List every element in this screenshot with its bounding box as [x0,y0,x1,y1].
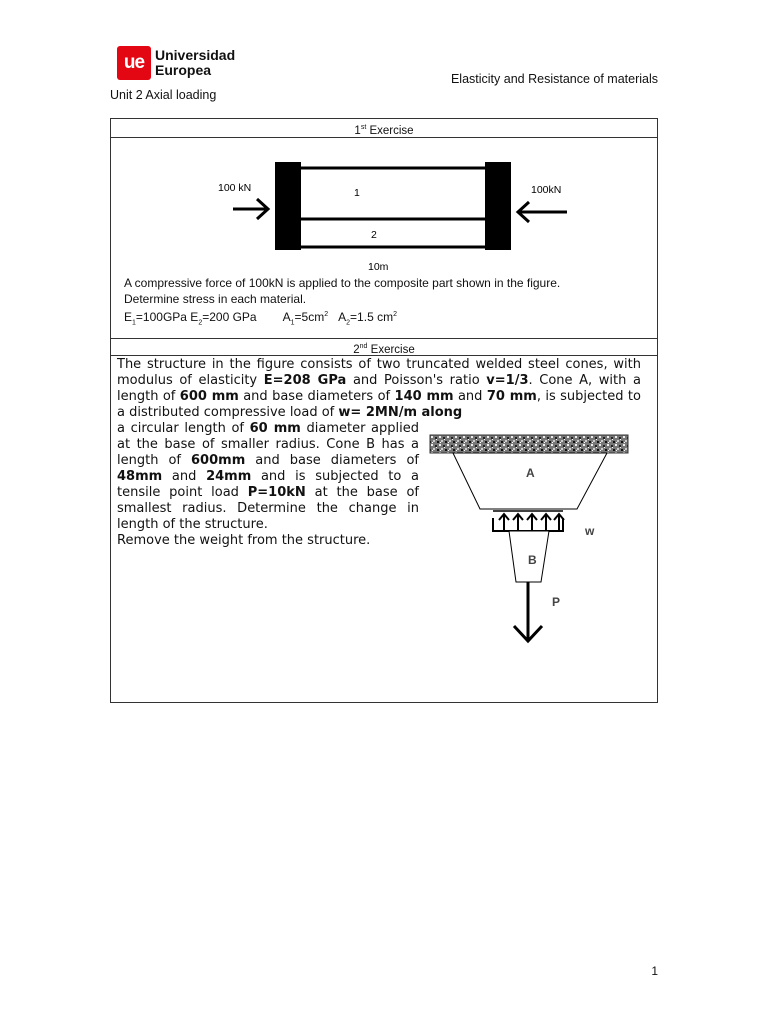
ex2-text: The structure in the figure consists of two truncated welded steel cones, with modulus of elasticity [117,357,641,388]
bar2-label: 2 [371,229,377,241]
cone-a-label: A [526,466,535,480]
logo-line-1: Universidad [155,47,236,63]
left-force-arrow-icon [233,199,268,219]
bar1-label: 1 [354,187,360,199]
logo-wordmark [155,48,235,78]
point-load-arrow-icon [514,582,542,641]
exercise2-heading [111,339,657,356]
ex2-value-length-a: 600 mm [179,389,239,404]
ex2-final-line: Remove the weight from the structure. [117,533,371,548]
a1-superscript: 2 [324,311,329,318]
exercise2-ordinal: nd [359,343,368,350]
exercise2-number: 2 [353,343,360,356]
ex2-text: and base diameters of [245,453,420,468]
a1-symbol: A [282,310,291,324]
ex2-value-load-w: w= 2MN/m along [338,405,463,420]
exercise-table [110,118,658,703]
cone-a-shape [453,453,607,509]
length-label: 10m [368,261,389,273]
exercise1-ordinal: st [360,124,367,131]
ex2-value-modulus: E=208 GPa [263,373,347,388]
e1-value: =100GPa [135,310,191,324]
exercise2-label: Exercise [367,343,415,356]
exercise1-statement [124,275,560,331]
ex2-value-diam-a2: 70 mm [486,389,537,404]
exercise1-number: 1 [354,124,361,137]
university-logo [117,46,247,82]
ue-logo-icon: ue [117,46,151,80]
logo-line-2: Europea [155,62,212,78]
ex2-text: . Cone A, with a length of [117,373,641,404]
e2-value: =200 GPa [202,310,257,324]
load-w-label: w [585,524,595,538]
cone-b-label: B [528,553,537,567]
a1-subscript: 1 [290,319,295,327]
left-rigid-plate [275,162,301,250]
a2-value: =1.5 cm [350,310,394,324]
ex2-value-poisson: v=1/3 [486,373,529,388]
a2-symbol: A [338,310,347,324]
exercise1-parameters [124,307,560,331]
ex2-value-diam-b1: 48mm [117,469,163,484]
a2-superscript: 2 [393,311,397,318]
exercise1-line-2: Determine stress in each material. [124,292,307,306]
e1-symbol: E [124,310,133,324]
ex2-text: and [453,389,487,404]
course-title: Elasticity and Resistance of materials [450,72,658,86]
ex2-text: and [162,469,207,484]
exercise2-body [111,356,657,702]
ex2-text: a circular length of [117,421,250,436]
ex2-value-length-b: 600mm [191,453,246,468]
exercise1-heading [111,119,657,138]
ex2-text: , is subjected to a distributed compressive load of [117,389,641,420]
e1-subscript: 1 [132,319,136,327]
a1-value: =5cm [294,310,325,324]
unit-title: Unit 2 Axial loading [110,88,217,102]
ex2-value-load-p: P=10kN [247,485,306,500]
load-p-label: P [552,595,561,609]
right-rigid-plate [485,162,511,250]
a2-subscript: 2 [346,319,351,327]
fixed-support-wall [430,435,628,453]
page-number: 1 [651,964,658,978]
ex2-text: and Poisson's ratio [346,373,487,388]
e2-symbol: E [190,310,199,324]
ex2-text: and is subjected to a tensile point load [117,469,419,500]
ex2-value-diam-a1: 140 mm [394,389,454,404]
left-force-label: 100 kN [218,182,252,194]
ex2-text: at the base of smallest radius. Determine the change in length of the structure. [117,485,419,532]
ex2-text: and base diameters of [238,389,395,404]
ex2-text: diameter applied at the base of smaller radius. Cone B has a length of [117,421,419,468]
right-force-label: 100kN [531,184,562,196]
exercise1-line-1: A compressive force of 100kN is applied to the composite part shown in the figure. [124,276,561,290]
exercise1-body [111,138,657,339]
e2-subscript: 2 [198,319,203,327]
distributed-load-icon [493,514,564,531]
exercise1-label: Exercise [366,124,414,137]
right-force-arrow-icon [518,202,567,222]
ex2-value-diam-b2: 24mm [206,469,252,484]
ex2-value-circle-diam: 60 mm [249,421,301,436]
truncated-cones-figure [111,356,657,702]
